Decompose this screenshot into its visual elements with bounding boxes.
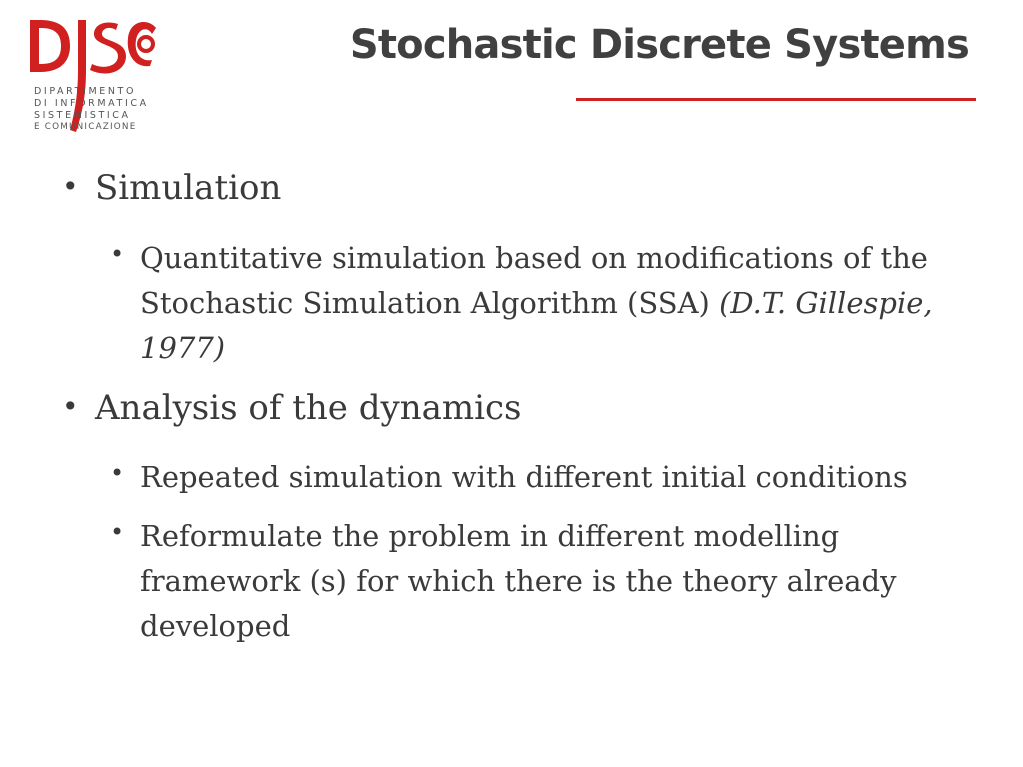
- sub-bullet-dot: •: [110, 240, 125, 268]
- logo-text-line-2: DI INFORMATICA: [34, 98, 149, 109]
- sub-bullet-ssa-text: Quantitative simulation based on modifications of the Stochastic Simulation Algorithm (SSA): [140, 241, 928, 320]
- logo-text-line-1: DIPARTIMENTO: [34, 86, 137, 97]
- sub-bullet-repeated-simulation: Repeated simulation with different initial conditions: [140, 460, 908, 494]
- bullet-dot: •: [62, 170, 79, 203]
- disco-logo: [26, 12, 161, 140]
- sub-bullet-ssa: [140, 236, 980, 371]
- bullet-dot: •: [62, 390, 79, 423]
- sub-bullet-dot: •: [110, 518, 125, 546]
- sub-bullet-ssa-citation: (D.T. Gillespie, 1977): [140, 286, 933, 365]
- bullet-simulation: Simulation: [95, 168, 282, 208]
- slide-title: Stochastic Discrete Systems: [349, 22, 969, 68]
- sub-bullet-dot: •: [110, 459, 125, 487]
- bullet-analysis: Analysis of the dynamics: [95, 388, 522, 428]
- title-underline: [576, 98, 976, 101]
- logo-text-line-3: SISTEMISTICA: [34, 110, 131, 121]
- logo-text-line-4: E COMUNICAZIONE: [34, 122, 137, 132]
- sub-bullet-reformulate: Reformulate the problem in different modelling framework (s) for which there is the theory already developed: [140, 519, 897, 643]
